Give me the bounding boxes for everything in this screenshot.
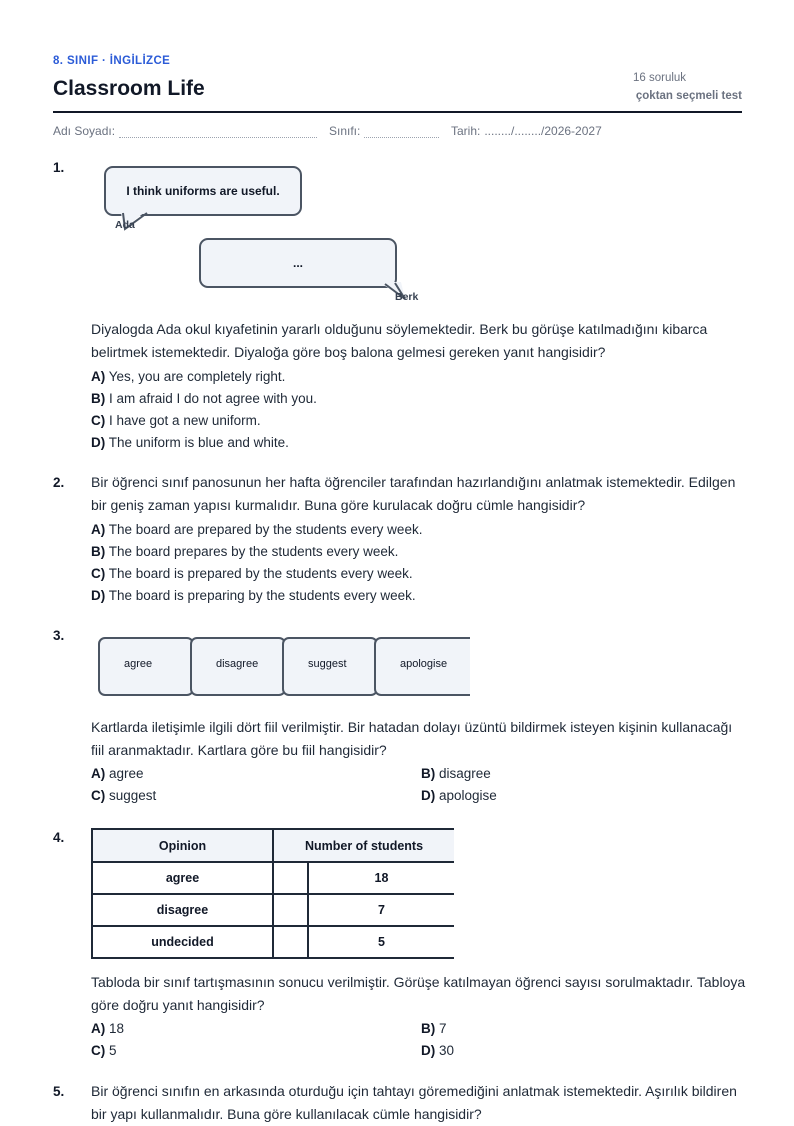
speech-bubble-berk: ... — [199, 238, 397, 288]
question-2-option-d[interactable]: D) The board is preparing by the students every week. — [91, 588, 416, 603]
cell-count: 5 — [308, 926, 454, 958]
grade-subject-label: 8. SINIF · İNGİLİZCE — [53, 55, 171, 67]
question-5-text: Bir öğrenci sınıfın en arkasında oturduğu için tahtayı göremediğini anlatmak istemektedir. Aşırılık bildiren bir yapı kullanmalıdır. Buna göre kullanılacak cümle hangisidir? — [91, 1083, 737, 1122]
question-3-number: 3. — [53, 628, 65, 643]
question-4-text: Tabloda bir sınıf tartışmasının sonucu verilmiştir. Görüşe katılmayan öğrenci sayısı sorulmaktadır. Tabloya göre doğru yanıt hangisidir? — [91, 974, 746, 1013]
verb-card-suggest: suggest — [282, 637, 378, 696]
question-3-option-a[interactable]: A) agree — [91, 766, 144, 781]
verb-card-disagree: disagree — [190, 637, 286, 696]
cell-empty — [273, 862, 308, 894]
question-3-option-d[interactable]: D) apologise — [421, 788, 497, 803]
question-2-option-a[interactable]: A) The board are prepared by the students every week. — [91, 522, 423, 537]
question-1-option-b[interactable]: B) I am afraid I do not agree with you. — [91, 391, 317, 406]
table-row — [92, 862, 454, 894]
class-blank — [364, 126, 439, 138]
question-4-option-d[interactable]: D) 30 — [421, 1043, 455, 1058]
name-field — [53, 124, 317, 138]
question-3-option-c[interactable]: C) suggest — [91, 788, 157, 803]
cell-count: 7 — [308, 894, 454, 926]
cell-opinion: disagree — [92, 894, 273, 926]
question-count: 16 soruluk — [633, 72, 687, 84]
column-header-opinion: Opinion — [92, 829, 273, 862]
question-1-text: Diyalogda Ada okul kıyafetinin yararlı olduğunu söylemektedir. Berk bu görüşe katılmadığını kibarca belirtmek istemektedir. Diyaloğa göre boş balona gelmesi gereken yanıt hangisidir? — [91, 321, 708, 360]
table-row — [92, 926, 454, 958]
question-4-option-a[interactable]: A) 18 — [91, 1021, 125, 1036]
page-title: Classroom Life — [53, 77, 205, 100]
name-blank — [119, 126, 317, 138]
question-2-option-c[interactable]: C) The board is prepared by the students every week. — [91, 566, 413, 581]
question-1-option-c[interactable]: C) I have got a new uniform. — [91, 413, 261, 428]
question-2-text: Bir öğrenci sınıf panosunun her hafta öğrenciler tarafından hazırlandığını anlatmak istemektedir. Edilgen bir geniş zaman yapısı kurmalıdır. Buna göre kurulacak doğru cümle hangisidir? — [91, 474, 736, 513]
question-4-option-c[interactable]: C) 5 — [91, 1043, 117, 1058]
cell-empty — [273, 894, 308, 926]
question-2-option-b[interactable]: B) The board prepares by the students every week. — [91, 544, 399, 559]
test-type: çoktan seçmeli test — [635, 90, 742, 102]
student-info-fields — [53, 124, 742, 140]
column-header-count: Number of students — [273, 829, 454, 862]
cell-opinion: undecided — [92, 926, 273, 958]
date-value: ......../......../2026-2027 — [484, 124, 602, 138]
class-field — [329, 124, 439, 138]
verb-card-agree: agree — [98, 637, 194, 696]
speaker-ada: Ada — [115, 219, 135, 231]
date-field — [451, 124, 602, 138]
cell-empty — [273, 926, 308, 958]
speech-bubble-ada: I think uniforms are useful. — [104, 166, 302, 216]
question-5-number: 5. — [53, 1084, 65, 1099]
question-4-number: 4. — [53, 830, 65, 845]
question-3-text: Kartlarda iletişimle ilgili dört fiil verilmiştir. Bir hatadan dolayı üzüntü bildirmek isteyen kişinin kullanacağı fiil aranmaktadır. Kartlara göre bu fiil hangisidir? — [91, 719, 733, 758]
opinion-table — [91, 828, 454, 959]
question-1-option-d[interactable]: D) The uniform is blue and white. — [91, 435, 289, 450]
speaker-berk: Berk — [395, 291, 419, 303]
verb-card-apologise: apologise — [374, 637, 470, 696]
cell-opinion: agree — [92, 862, 273, 894]
name-label: Adı Soyadı: — [53, 124, 116, 138]
question-1-option-a[interactable]: A) Yes, you are completely right. — [91, 369, 286, 384]
question-3-option-b[interactable]: B) disagree — [421, 766, 491, 781]
question-2-number: 2. — [53, 475, 65, 490]
table-header-row — [92, 829, 454, 862]
date-label: Tarih: — [451, 124, 481, 138]
table-row — [92, 894, 454, 926]
cell-count: 18 — [308, 862, 454, 894]
class-label: Sınıfı: — [329, 124, 361, 138]
question-1-number: 1. — [53, 160, 65, 175]
header-divider — [53, 111, 742, 113]
question-4-option-b[interactable]: B) 7 — [421, 1021, 447, 1036]
